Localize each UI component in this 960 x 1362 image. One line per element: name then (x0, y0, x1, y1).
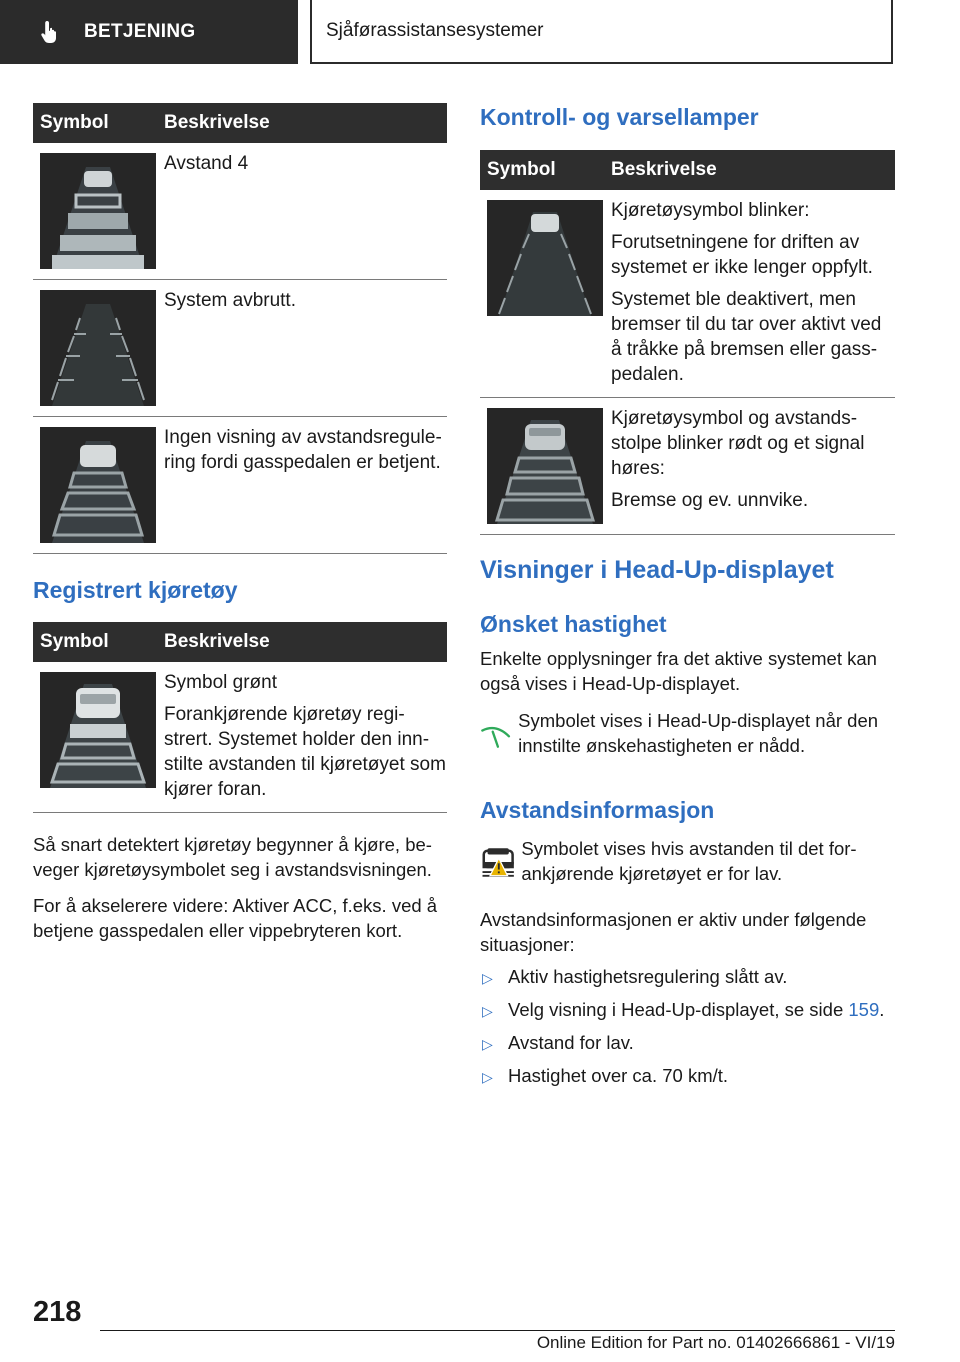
registered-vehicle-table (33, 622, 447, 813)
table-row (33, 417, 447, 554)
row-description: Bremse og ev. unnvike. (611, 490, 809, 511)
vehicle-detected-symbol-image (40, 672, 156, 788)
section-title: BETJENING (84, 21, 196, 42)
triangle-bullet-icon: ▷ (482, 1003, 493, 1019)
distance-4-symbol-image (40, 153, 156, 269)
row-description: Ingen visning av avstandsregule-ring fordi gasspedalen er betjent. (164, 427, 442, 473)
column-header-description: Beskrivelse (611, 150, 895, 190)
table-header-row (480, 150, 895, 190)
footer-edition: Online Edition for Part no. 01402666861 - VI/19 (536, 1333, 895, 1352)
section-tab (0, 0, 298, 64)
page-header (0, 0, 960, 66)
list-item: ▷ Hastighet over ca. 70 km/t. (480, 1063, 895, 1088)
table-row (480, 190, 895, 398)
row-description: Systemet ble deaktivert, men bremser til du tar over aktivt ved å tråkke på bremsen eller gass-pedalen. (611, 289, 882, 385)
table-row (33, 662, 447, 813)
hud-distance-row (480, 836, 895, 888)
paragraph-speed-info: Enkelte opplysninger fra det aktive systemet kan også vises i Head-Up-displayet. (480, 648, 877, 694)
table-row (33, 280, 447, 417)
column-header-description: Beskrivelse (164, 622, 447, 662)
triangle-bullet-icon: ▷ (482, 970, 493, 986)
paragraph-distance-active: Avstandsinformasjonen er aktiv under følgende situasjoner: (480, 909, 867, 955)
section-heading-hud: Visninger i Head-Up-displayet (480, 556, 834, 584)
table-header-row (33, 103, 447, 143)
hud-speed-text: Symbolet vises i Head-Up-displayet når den innstilte ønskehastigheten er nådd. (518, 710, 879, 756)
warning-lamps-table (480, 150, 895, 535)
page-number: 218 (33, 1296, 82, 1328)
row-description-title: Symbol grønt (164, 672, 277, 693)
subheading-desired-speed: Ønsket hastighet (480, 611, 667, 637)
hud-distance-text: Symbolet vises hvis avstanden til det for-ankjørende kjøretøyet er for lav. (521, 838, 857, 884)
triangle-bullet-icon: ▷ (482, 1036, 493, 1052)
row-description: Kjøretøysymbol og avstands-stolpe blinker rødt og et signal høres: (611, 408, 865, 479)
system-interrupted-symbol-image (40, 290, 156, 406)
paragraph-vehicle-starts: Så snart detektert kjøretøy begynner å kjøre, be-veger kjøretøysymbolet seg i avstandsvisningen. (33, 834, 432, 880)
condition-list (480, 964, 895, 1096)
row-description: System avbrutt. (164, 290, 296, 311)
vehicle-flashing-symbol-image (487, 200, 603, 316)
hand-pointer-icon (38, 19, 64, 45)
table-row (480, 398, 895, 535)
distance-warning-icon (480, 836, 521, 888)
column-header-symbol: Symbol (33, 622, 164, 662)
footer-divider (100, 1330, 895, 1331)
triangle-bullet-icon: ▷ (482, 1069, 493, 1085)
speed-arc-icon (480, 708, 518, 760)
table-row (33, 143, 447, 280)
page-reference-link[interactable]: 159 (848, 999, 880, 1020)
vehicle-red-warning-symbol-image (487, 408, 603, 524)
accelerator-override-symbol-image (40, 427, 156, 543)
list-item: ▷ Velg visning i Head-Up-displayet, se side 159. (480, 997, 895, 1022)
chapter-tab (310, 0, 893, 64)
column-header-description: Beskrivelse (164, 103, 447, 143)
column-header-symbol: Symbol (33, 103, 164, 143)
column-header-symbol: Symbol (480, 150, 611, 190)
distance-symbol-table (33, 103, 447, 554)
table-header-row (33, 622, 447, 662)
hud-speed-row (480, 708, 895, 760)
subheading-distance-info: Avstandsinformasjon (480, 797, 715, 823)
list-item: ▷ Avstand for lav. (480, 1030, 895, 1055)
row-description: Forutsetningene for driften av systemet er ikke lenger oppfylt. (611, 232, 873, 278)
section-heading-registered-vehicle: Registrert kjøretøy (33, 577, 238, 603)
row-description: Forankjørende kjøretøy regi-strert. Systemet holder den inn-stilte avstanden til kjøretøyet som kjører foran. (164, 704, 446, 800)
row-description: Kjøretøysymbol blinker: (611, 200, 810, 221)
section-heading-control-lamps: Kontroll- og varsellamper (480, 104, 759, 130)
list-item: ▷ Aktiv hastighetsregulering slått av. (480, 964, 895, 989)
row-description: Avstand 4 (164, 153, 249, 174)
paragraph-accelerate: For å akselerere videre: Aktiver ACC, f.eks. ved å betjene gasspedalen eller vippebryteren kort. (33, 895, 438, 941)
chapter-title: Sjåførassistansesystemer (326, 20, 544, 41)
